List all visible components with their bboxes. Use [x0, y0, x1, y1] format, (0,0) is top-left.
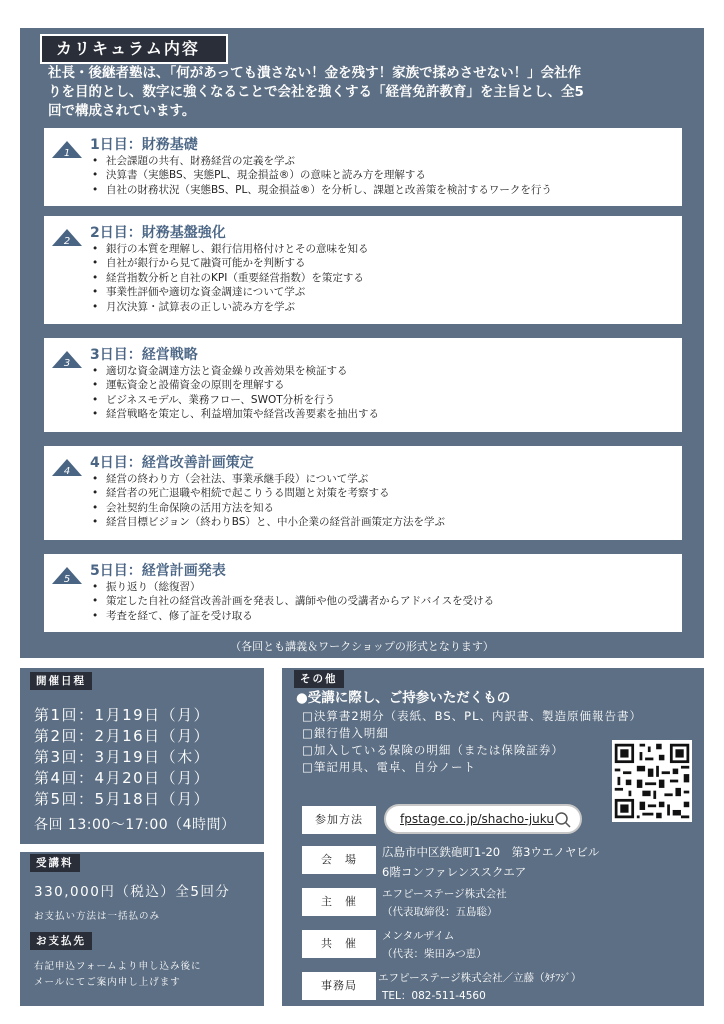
list-item: • 月次決算・試算表の正しい読み方を学ぶ [106, 300, 369, 314]
curriculum-intro [48, 64, 688, 121]
bring-item: □銀行借入明細 [302, 726, 389, 740]
list-item: • 経営の終わり方（会社法、事業承継手段）について学ぶ [106, 472, 445, 486]
schedule-panel [20, 668, 264, 844]
schedule-line: 第3回：3月19日（木） [34, 748, 211, 766]
cohost-line: メンタルザイム [382, 930, 455, 942]
bring-list [302, 708, 642, 776]
day-items [106, 364, 379, 422]
day-title: 1日目：財務基礎 [90, 137, 198, 153]
fee-panel [20, 852, 264, 1006]
intro-line: りを目的とし、数字に強くなることで会社を強くする「経営免許教育」を主旨とし、全5 [48, 84, 584, 100]
pay-to-line: メールにてご案内申し上げます [34, 977, 181, 988]
host-label: 主 催 [302, 888, 376, 916]
triangle-number-icon [50, 226, 84, 248]
list-item: • ビジネスモデル、業務フロー、SWOT分析を行う [106, 393, 379, 407]
bring-heading: ●受講に際し、ご持参いただくもの [296, 690, 511, 706]
svg-text:3: 3 [63, 358, 71, 369]
apply-url-link[interactable] [384, 804, 582, 834]
triangle-number-icon [50, 348, 84, 370]
pay-to-tag: お支払先 [30, 932, 92, 950]
list-item: • 銀行の本質を理解し、銀行信用格付けとその意味を知る [106, 242, 369, 256]
day-card-2 [44, 216, 682, 324]
list-item: • 自社が銀行から見て融資可能かを判断する [106, 256, 369, 270]
qr-code-icon[interactable] [612, 740, 692, 822]
venue-line: 6階コンファレンススクエア [382, 865, 527, 879]
list-item: • 考査を経て、修了証を受け取る [106, 609, 494, 623]
intro-line: 回で構成されています。 [48, 103, 196, 119]
list-item: • 策定した自社の経営改善計画を発表し、講師や他の受講者からアドバイスを受ける [106, 594, 494, 608]
triangle-number-icon [50, 456, 84, 478]
others-panel [282, 668, 704, 1006]
others-tag: その他 [294, 670, 344, 688]
curriculum-note: （各回とも講義＆ワークショップの形式となります） [230, 640, 494, 653]
schedule-line: 第4回：4月20日（月） [34, 769, 211, 787]
list-item: • 経営目標ビジョン（終わりBS）と、中小企業の経営計画策定方法を学ぶ [106, 515, 445, 529]
svg-text:5: 5 [63, 574, 71, 585]
schedule-line: 第2回：2月16日（月） [34, 727, 211, 745]
day-items [106, 154, 552, 197]
office-label: 事務局 [302, 972, 376, 1000]
search-icon [554, 811, 572, 829]
day-items [106, 472, 445, 530]
bring-item: □筆記用具、電卓、自分ノート [302, 760, 477, 774]
day-title: 2日目：財務基盤強化 [90, 225, 226, 241]
list-item: • 会社契約生命保険の活用方法を知る [106, 501, 445, 515]
venue-line: 広島市中区鉄砲町1-20 第3ウエノヤビル [382, 845, 600, 859]
host-line: （代表取締役：五島聡） [382, 906, 498, 918]
day-card-5 [44, 554, 682, 632]
day-card-3 [44, 338, 682, 432]
triangle-number-icon [50, 564, 84, 586]
pay-to-line: 右記申込フォームより申し込み後に [34, 961, 202, 972]
schedule-tag: 開催日程 [30, 672, 92, 690]
cohost-label: 共 催 [302, 930, 376, 958]
list-item: • 事業性評価や適切な資金調達について学ぶ [106, 285, 369, 299]
curriculum-section [20, 28, 704, 658]
office-phone: TEL：082-511-4560 [382, 990, 486, 1002]
schedule-line: 第5回：5月18日（月） [34, 790, 211, 808]
list-item: • 振り返り（総復習） [106, 580, 494, 594]
list-item: • 決算書（実態BS、実態PL、現金損益®）の意味と読み方を理解する [106, 168, 552, 182]
bring-item: □決算書2期分（表紙、BS、PL、内訳書、製造原価報告書） [302, 709, 643, 723]
svg-text:2: 2 [63, 236, 71, 247]
apply-url-text[interactable]: fpstage.co.jp/shacho-juku [400, 812, 554, 826]
list-item: • 経営者の死亡退職や相続で起こりうる問題と対策を考察する [106, 486, 445, 500]
list-item: • 経営指数分析と自社のKPI（重要経営指数）を策定する [106, 271, 369, 285]
day-card-4 [44, 446, 682, 540]
day-card-1 [44, 128, 682, 206]
curriculum-title: カリキュラム内容 [40, 34, 228, 64]
payment-method-note: お支払い方法は一括払のみ [34, 911, 161, 922]
office-line: エフピーステージ株式会社／立藤（ﾀﾁﾌｼﾞ） [378, 972, 582, 984]
svg-text:4: 4 [63, 466, 71, 477]
svg-text:1: 1 [63, 148, 71, 159]
venue-label: 会 場 [302, 846, 376, 874]
bring-item: □加入している保険の明細（または保険証券） [302, 743, 564, 757]
day-title: 3日目：経営戦略 [90, 347, 198, 363]
list-item: • 自社の財務状況（実態BS、PL、現金損益®）を分析し、課題と改善策を検討するワークを行う [106, 183, 552, 197]
fee-amount: 330,000円（税込）全5回分 [34, 884, 231, 900]
list-item: • 適切な資金調達方法と資金繰り改善効果を検証する [106, 364, 379, 378]
list-item: • 経営戦略を策定し、利益増加策や経営改善要素を抽出する [106, 407, 379, 421]
cohost-line: （代表：柴田みつ恵） [382, 948, 487, 960]
schedule-line: 第1回：1月19日（月） [34, 706, 211, 724]
fee-tag: 受講料 [30, 854, 80, 872]
day-items [106, 580, 494, 623]
list-item: • 社会課題の共有、財務経営の定義を学ぶ [106, 154, 552, 168]
day-items [106, 242, 369, 314]
day-title: 5日目：経営計画発表 [90, 563, 226, 579]
host-line: エフピーステージ株式会社 [382, 888, 507, 900]
apply-method-label: 参加方法 [302, 806, 376, 834]
list-item: • 運転資金と設備資金の原則を理解する [106, 378, 379, 392]
schedule-time: 各回 13:00～17:00（4時間） [34, 817, 236, 833]
intro-line: 社長・後継者塾は、「何があっても潰さない！金を残す！家族で揉めさせない！」会社作 [48, 65, 582, 81]
triangle-number-icon [50, 138, 84, 160]
day-title: 4日目：経営改善計画策定 [90, 455, 254, 471]
